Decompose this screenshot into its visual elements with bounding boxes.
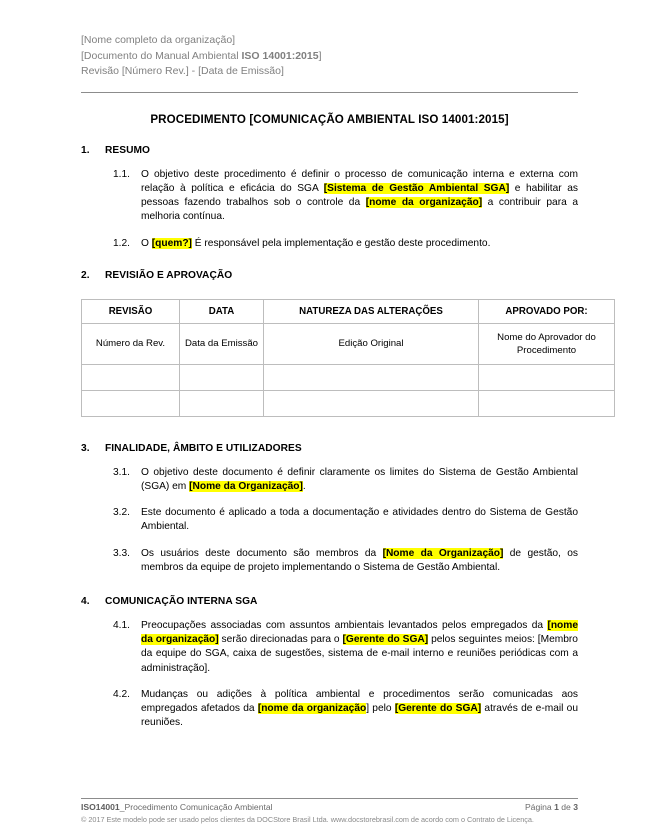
document-header [81, 0, 578, 80]
clause-4-1 [81, 619, 578, 676]
section-4-title: COMUNICAÇÃO INTERNA SGA [105, 596, 258, 608]
clause-1-1-text: O objetivo deste procedimento é definir o processo de comunicação interna e externa com relação à política e eficácia do SGA [Sistema de Gestão Ambiental SGA] e habilitar as pessoas fazendo trabalhos sob o controle da [nome da organização] a contribuir para a melhoria contínua. [141, 168, 578, 223]
document-content [81, 0, 596, 730]
clause-3-2 [81, 506, 578, 534]
section-4-number: 4. [81, 596, 90, 608]
clause-1-2-number: 1.2. [113, 237, 130, 249]
table-cell-natureza [264, 364, 479, 390]
clause-3-1-text: O objetivo deste documento é definir claramente os limites do Sistema de Gestão Ambiental (SGA) em [Nome da Organização]. [141, 466, 578, 492]
header-manual-prefix: [Documento do Manual Ambiental [81, 49, 242, 62]
table-cell-data [180, 364, 264, 390]
section-1-title: RESUMO [105, 144, 151, 156]
table-header-data: DATA [180, 299, 264, 323]
highlight-nome-organizacao: [nome da organização] [365, 197, 483, 209]
section-2 [81, 269, 596, 417]
header-organization-line: [Nome completo da organização] [81, 34, 236, 46]
clause-3-1 [81, 466, 578, 494]
document-footer [81, 798, 578, 824]
header-iso-standard: ISO 14001:2015 [241, 49, 319, 62]
table-cell-revisao [82, 390, 180, 416]
footer-divider-rule [81, 798, 578, 799]
table-cell-natureza [264, 390, 479, 416]
header-revision-line: Revisão [Número Rev.] - [Data de Emissão] [81, 65, 284, 78]
table-row [82, 390, 615, 416]
clause-3-2-text: Este documento é aplicado a toda a documentação e atividades dentro do Sistema de Gestão Ambiental. [141, 507, 578, 533]
table-cell-data: Data da Emissão [180, 323, 264, 364]
clause-1-2 [81, 237, 578, 251]
highlight-nome-organizacao: [nome da organização [257, 703, 367, 715]
footer-current-page: 1 [554, 802, 559, 812]
highlight-nome-organizacao: [Nome da Organização] [382, 547, 504, 559]
footer-document-name [81, 802, 273, 812]
clause-3-2-number: 3.2. [113, 507, 130, 519]
clause-4-2 [81, 688, 578, 731]
section-2-title: REVISIÃO E APROVAÇÃO [105, 269, 233, 281]
clause-4-1-text: Preocupações associadas com assuntos ambientais levantados pelos empregados da [nome da organização] serão direcionadas para o [Gerente do SGA] pelos seguintes meios: [Membro da equipe do SGA, caixa de sugestões, sistema de e-mail interno e reuniões periódicas com a administração]. [141, 620, 578, 674]
table-cell-revisao: Número da Rev. [82, 323, 180, 364]
section-1 [81, 145, 578, 251]
clause-3-1-number: 3.1. [113, 466, 130, 478]
table-cell-aprovado [479, 364, 615, 390]
footer-doc-code: ISO14001 [81, 802, 120, 812]
section-1-number: 1. [81, 144, 90, 156]
section-2-number: 2. [81, 269, 90, 281]
clause-1-2-text: O [quem?] É responsável pela implementação e gestão deste procedimento. [141, 237, 491, 249]
table-header-natureza: NATUREZA DAS ALTERAÇÕES [264, 299, 479, 323]
table-row [82, 323, 615, 364]
highlight-gerente-sga: [Gerente do SGA] [342, 634, 429, 646]
section-1-heading [81, 145, 578, 156]
section-3 [81, 443, 578, 575]
highlight-nome-organizacao: [nome da organização] [141, 620, 578, 646]
section-3-title: FINALIDADE, ÂMBITO E UTILIZADORES [105, 442, 302, 454]
table-header-row [82, 299, 615, 323]
section-3-heading [81, 443, 578, 454]
table-cell-aprovado [479, 390, 615, 416]
revision-approval-table [81, 299, 615, 417]
table-header-aprovado-por: APROVADO POR: [479, 299, 615, 323]
highlight-gerente-sga: [Gerente do SGA] [394, 703, 482, 715]
table-cell-natureza: Edição Original [264, 323, 479, 364]
footer-total-pages: 3 [573, 802, 578, 812]
table-header-revisao: REVISÃO [82, 299, 180, 323]
table-row [82, 364, 615, 390]
clause-3-3-text: Os usuários deste documento são membros da [Nome da Organização] de gestão, os membros da equipe de projeto implementando o Sistema de Gestão Ambiental. [141, 547, 578, 573]
highlight-nome-organizacao: [Nome da Organização] [189, 481, 303, 492]
clause-4-2-number: 4.2. [113, 688, 130, 700]
section-2-heading [81, 270, 578, 281]
footer-main-row [81, 802, 578, 812]
table-cell-data [180, 390, 264, 416]
table-cell-aprovado: Nome do Aprovador do Procedimento [479, 323, 615, 364]
clause-3-3-number: 3.3. [113, 547, 130, 559]
header-manual-line [81, 49, 578, 65]
clause-4-2-text: Mudanças ou adições à política ambiental e procedimentos serão comunicadas aos empregados afetados da [nome da organização] pelo [Gerente do SGA] através de e-mail ou reuniões. [141, 688, 578, 729]
section-4 [81, 596, 578, 730]
clause-4-1-number: 4.1. [113, 620, 130, 632]
footer-copyright: © 2017 Este modelo pode ser usado pelos clientes da DOCStore Brasil Ltda. www.docstorebrasil.com de acordo com o Contrato de Licença. [81, 815, 534, 824]
header-manual-suffix: ] [318, 49, 322, 62]
clause-1-1 [81, 168, 578, 225]
footer-doc-title: _Procedimento Comunicação Ambiental [119, 802, 273, 812]
table-cell-revisao [82, 364, 180, 390]
highlight-quem: [quem?] [151, 237, 192, 249]
section-3-number: 3. [81, 442, 90, 454]
footer-page-number: Página 1 de 3 [524, 802, 578, 812]
clause-3-3 [81, 547, 578, 575]
page-title: PROCEDIMENTO [COMUNICAÇÃO AMBIENTAL ISO 14001:2015] [150, 112, 509, 126]
clause-1-1-number: 1.1. [113, 168, 130, 180]
highlight-sistema-gestao-ambiental: [Sistema de Gestão Ambiental SGA] [323, 182, 510, 194]
section-4-heading [81, 596, 578, 607]
header-divider-rule [81, 92, 578, 93]
